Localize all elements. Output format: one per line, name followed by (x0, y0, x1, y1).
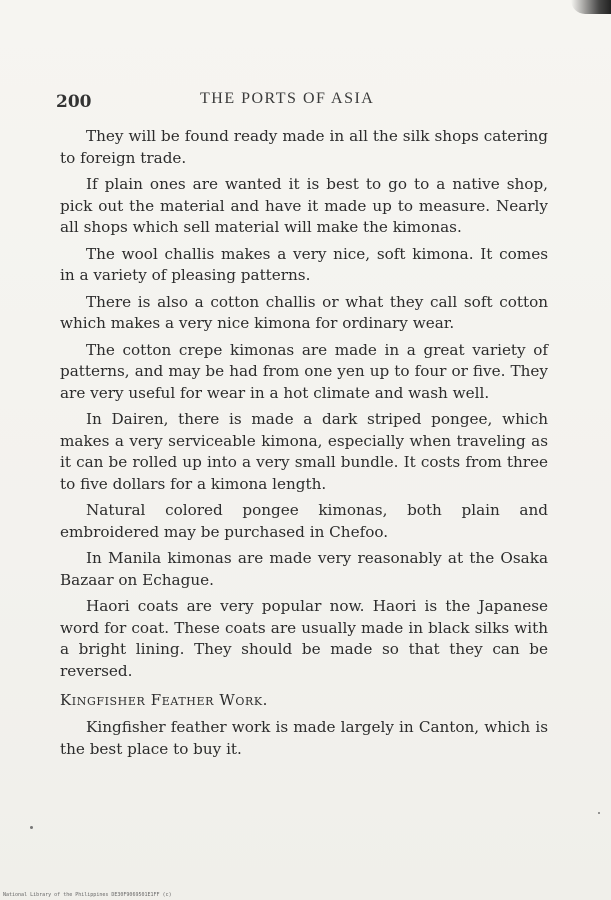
paragraph: There is also a cotton challis or what they call soft cotton which makes a very nice kimona for ordinary wear. (60, 292, 548, 332)
paragraph: They will be found ready made in all the silk shops catering to foreign trade. (60, 127, 548, 167)
page-number: 200 (56, 92, 92, 112)
page-body (60, 126, 548, 765)
library-stamp: National Library of the Philippines DE30F9069501E1FF (c) (3, 892, 172, 898)
paragraph: In Manila kimonas are made very reasonably at the Osaka Bazaar on Echague. (60, 549, 548, 589)
paragraph: Haori coats are very popular now. Haori is the Japanese word for coat. These coats are usually made in black silks with a bright lining. They should be made so that they can be reversed. (60, 597, 548, 680)
paragraph: In Dairen, there is made a dark striped pongee, which makes a very serviceable kimona, especially when traveling as it can be rolled up into a very small bundle. It costs from three to five dollars for a kimona length. (60, 410, 548, 493)
running-head: THE PORTS OF ASIA (200, 90, 375, 107)
section-heading: Kingfisher Feather Work. (60, 691, 269, 709)
paragraph: If plain ones are wanted it is best to go to a native shop, pick out the material and have it made up to measure. Nearly all shops which sell material will make the kimonas. (60, 175, 548, 236)
dust-speck (30, 826, 33, 829)
paragraph: The cotton crepe kimonas are made in a great variety of patterns, and may be had from one yen up to four or five. They are very useful for wear in a hot climate and wash well. (60, 340, 548, 402)
page-corner-shadow (571, 0, 611, 14)
dust-speck (598, 812, 600, 814)
paragraph: Natural colored pongee kimonas, both plain and embroidered may be purchased in Chefoo. (60, 501, 548, 541)
page-header (56, 88, 556, 116)
section-paragraph: Kingfisher feather work is made largely in Canton, which is the best place to buy it. (60, 718, 548, 758)
paragraph: The wool challis makes a very nice, soft kimona. It comes in a variety of pleasing patterns. (60, 244, 548, 284)
